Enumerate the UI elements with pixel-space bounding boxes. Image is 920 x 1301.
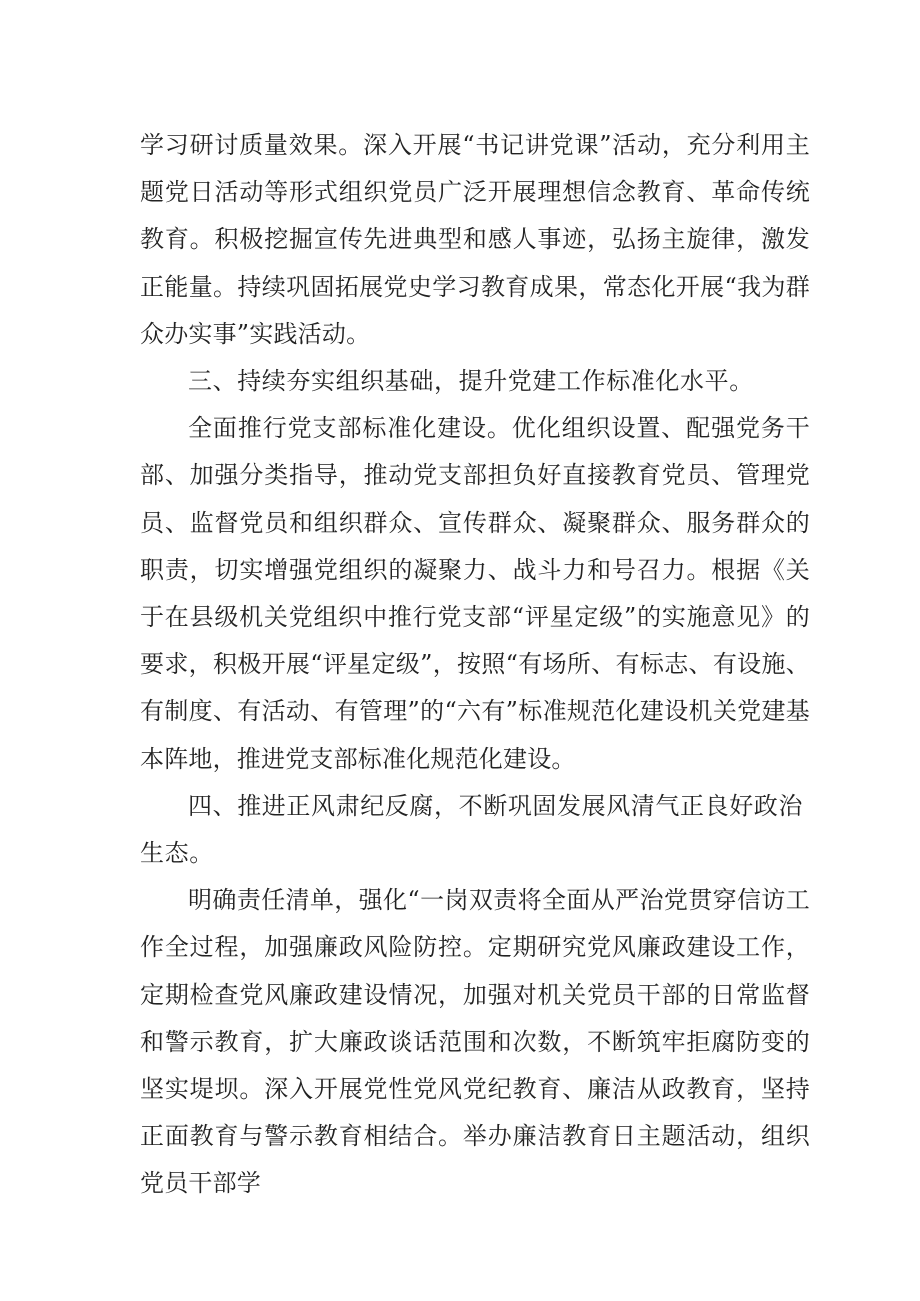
paragraph-responsibility-list: 明确责任清单，强化“一岗双责将全面从严治党贯穿信访工作全过程，加强廉政风险防控。定期研究党风廉政建设工作，定期检查党风廉政建设情况，加强对机关党员干部的日常监督和警示教育，扩大廉政谈话范围和次数，不断筑牢拒腐防变的坚实堤坝。深入开展党性党风党纪教育、廉洁从政教育，坚持正面教育与警示教育相结合。举办廉洁教育日主题活动，组织党员干部学 [140, 886, 810, 1198]
document-body [140, 122, 810, 1208]
paragraph-branch-standardization: 全面推行党支部标准化建设。优化组织设置、配强党务干部、加强分类指导，推动党支部担负好直接教育党员、管理党员、监督党员和组织群众、宣传群众、凝聚群众、服务群众的职责，切实增强党组织的凝聚力、战斗力和号召力。根据《关于在县级机关党组织中推行党支部“评星定级”的实施意见》的要求，积极开展“评星定级”，按照“有场所、有标志、有设施、有制度、有活动、有管理”的“六有”标准规范化建设机关党建基本阵地，推进党支部标准化规范化建设。 [140, 414, 810, 773]
section-heading-four: 四、推进正风肃纪反腐，不断巩固发展风清气正良好政治生态。 [140, 791, 803, 868]
paragraph-study-activities: 学习研讨质量效果。深入开展“书记讲党课”活动，充分利用主题党日活动等形式组织党员广泛开展理想信念教育、革命传统教育。积极挖掘宣传先进典型和感人事迹，弘扬主旋律，激发正能量。持续巩固拓展党史学习教育成果，常态化开展“我为群众办实事”实践活动。 [140, 131, 810, 348]
section-heading-three: 三、持续夯实组织基础，提升党建工作标准化水平。 [188, 367, 754, 396]
